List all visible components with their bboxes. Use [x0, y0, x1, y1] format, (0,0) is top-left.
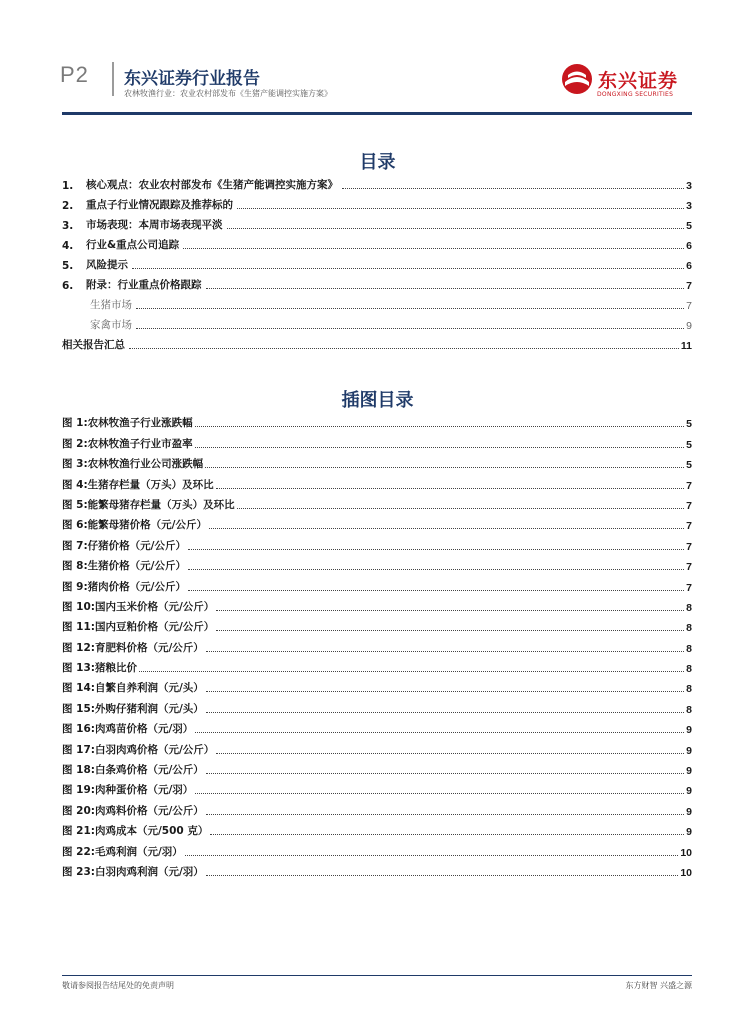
figure-label: 图 18:白条鸡价格（元/公斤） — [62, 764, 204, 777]
leader-dots — [237, 507, 684, 509]
figure-entry[interactable] — [62, 655, 692, 675]
figure-page: 9 — [686, 744, 692, 757]
leader-dots — [195, 731, 684, 733]
disclaimer-note: 敬请参阅报告结尾处的免责声明 — [62, 981, 174, 990]
header-divider — [112, 62, 114, 96]
figure-label: 图 17:白羽肉鸡价格（元/公斤） — [62, 743, 215, 756]
figure-label: 图 12:育肥料价格（元/公斤） — [62, 641, 204, 654]
figure-label: 图 8:生猪价格（元/公斤） — [62, 560, 186, 573]
leader-dots — [206, 650, 684, 652]
figure-page: 5 — [686, 459, 692, 472]
figure-label: 图 10:国内玉米价格（元/公斤） — [62, 600, 215, 613]
figure-entry[interactable] — [62, 553, 692, 573]
toc-title: 目录 — [359, 152, 396, 173]
figure-label: 图 9:猪肉价格（元/公斤） — [62, 580, 186, 593]
toc-entry[interactable]: 6. 附录：行业重点价格跟踪 7 — [62, 279, 692, 292]
figure-entry[interactable] — [62, 430, 692, 450]
figure-page: 8 — [686, 683, 692, 696]
report-title: 东兴证券行业报告 — [124, 69, 260, 89]
figure-page: 7 — [686, 540, 692, 553]
leader-dots — [195, 792, 684, 794]
figure-label: 图 21:肉鸡成本（元/500 克） — [62, 825, 209, 838]
figure-label: 图 2:农林牧渔子行业市盈率 — [62, 437, 193, 450]
figure-page: 8 — [686, 703, 692, 716]
page-header — [0, 0, 755, 120]
figure-entry[interactable] — [62, 451, 692, 471]
figure-entry[interactable] — [62, 634, 692, 654]
figure-label: 图 22:毛鸡利润（元/羽） — [62, 845, 183, 858]
header-rule — [62, 112, 692, 115]
leader-dots — [216, 609, 684, 611]
figure-page: 5 — [686, 438, 692, 451]
figure-entry[interactable] — [62, 859, 692, 879]
figure-page: 9 — [686, 826, 692, 839]
leader-dots — [205, 466, 684, 468]
toc-entry[interactable]: 2. 重点子行业情况跟踪及推荐标的 3 — [62, 199, 692, 212]
figure-entry[interactable] — [62, 818, 692, 838]
leader-dots — [206, 690, 684, 692]
figure-label: 图 16:肉鸡苗价格（元/羽） — [62, 723, 194, 736]
figure-page: 9 — [686, 785, 692, 798]
figure-entry[interactable] — [62, 614, 692, 634]
figure-label: 图 15:外购仔猪利润（元/头） — [62, 702, 204, 715]
figure-label: 图 20:肉鸡料价格（元/公斤） — [62, 804, 204, 817]
figure-page: 7 — [686, 479, 692, 492]
table-of-contents — [62, 172, 692, 352]
figure-entry[interactable] — [62, 410, 692, 430]
report-subtitle: 农林牧渔行业：农业农村部发布《生猪产能调控实施方案》 — [124, 89, 332, 98]
figure-entry[interactable] — [62, 716, 692, 736]
figure-page: 8 — [686, 642, 692, 655]
figure-page: 7 — [686, 499, 692, 512]
figure-entry[interactable] — [62, 512, 692, 532]
leader-dots — [206, 813, 684, 815]
figure-entry[interactable] — [62, 594, 692, 614]
leader-dots — [139, 670, 684, 672]
figure-page: 7 — [686, 561, 692, 574]
figure-entry[interactable] — [62, 675, 692, 695]
leader-dots — [188, 548, 684, 550]
leader-dots — [216, 487, 684, 489]
figure-page: 5 — [686, 418, 692, 431]
toc-subentry[interactable]: 家禽市场 9 — [90, 319, 692, 332]
figure-entry[interactable] — [62, 757, 692, 777]
figure-page: 9 — [686, 805, 692, 818]
figure-entry[interactable] — [62, 838, 692, 858]
logo-english: DONGXING SECURITIES — [597, 91, 674, 98]
leader-dots — [209, 527, 684, 529]
figure-label: 图 14:自繁自养利润（元/头） — [62, 682, 204, 695]
figure-label: 图 6:能繁母猪价格（元/公斤） — [62, 519, 207, 532]
leader-dots — [216, 629, 684, 631]
figure-label: 图 7:仔猪价格（元/公斤） — [62, 539, 186, 552]
figure-label: 图 23:白羽肉鸡利润（元/羽） — [62, 865, 204, 878]
figure-label: 图 11:国内豆粕价格（元/公斤） — [62, 621, 215, 634]
leader-dots — [206, 772, 684, 774]
footer-rule — [62, 975, 692, 976]
figures-title: 插图目录 — [341, 390, 414, 411]
figure-entry[interactable] — [62, 695, 692, 715]
figure-page: 8 — [686, 663, 692, 676]
leader-dots — [206, 711, 684, 713]
figure-page: 9 — [686, 765, 692, 778]
leader-dots — [195, 446, 684, 448]
leader-dots — [188, 589, 684, 591]
figure-page: 9 — [686, 724, 692, 737]
toc-subentry[interactable]: 生猪市场 7 — [90, 299, 692, 312]
figure-entry[interactable] — [62, 797, 692, 817]
page-number: P2 — [60, 62, 89, 87]
logo-wordmark: 东兴证券 — [598, 70, 679, 92]
list-of-figures — [62, 410, 692, 879]
figure-label: 图 4:生猪存栏量（万头）及环比 — [62, 478, 214, 491]
figure-label: 图 19:肉种蛋价格（元/羽） — [62, 784, 194, 797]
toc-entry[interactable]: 3. 市场表现：本周市场表现平淡 5 — [62, 219, 692, 232]
figure-entry[interactable] — [62, 777, 692, 797]
toc-entry[interactable]: 1. 核心观点：农业农村部发布《生猪产能调控实施方案》 3 — [62, 179, 692, 192]
leader-dots — [185, 854, 679, 856]
figure-label: 图 13:猪粮比价 — [62, 662, 137, 675]
leader-dots — [216, 752, 684, 754]
figure-entry[interactable] — [62, 471, 692, 491]
figure-label: 图 1:农林牧渔子行业涨跌幅 — [62, 417, 193, 430]
figure-entry[interactable] — [62, 532, 692, 552]
figure-page: 10 — [680, 866, 692, 879]
leader-dots — [188, 568, 684, 570]
figure-entry[interactable] — [62, 492, 692, 512]
figure-page: 10 — [680, 846, 692, 859]
footer-slogan: 东方财智 兴盛之源 — [625, 981, 692, 990]
figure-entry[interactable] — [62, 736, 692, 756]
figure-page: 8 — [686, 601, 692, 614]
figure-page: 8 — [686, 622, 692, 635]
toc-entry-related[interactable]: 相关报告汇总 11 — [62, 339, 692, 352]
figure-label: 图 3:农林牧渔行业公司涨跌幅 — [62, 458, 204, 471]
toc-entry[interactable]: 5. 风险提示 6 — [62, 259, 692, 272]
leader-dots — [210, 833, 684, 835]
leader-dots — [195, 425, 684, 427]
figure-entry[interactable] — [62, 573, 692, 593]
figure-label: 图 5:能繁母猪存栏量（万头）及环比 — [62, 498, 235, 511]
figure-page: 7 — [686, 520, 692, 533]
toc-entry[interactable]: 4. 行业&重点公司追踪 6 — [62, 239, 692, 252]
leader-dots — [206, 874, 679, 876]
figure-page: 7 — [686, 581, 692, 594]
